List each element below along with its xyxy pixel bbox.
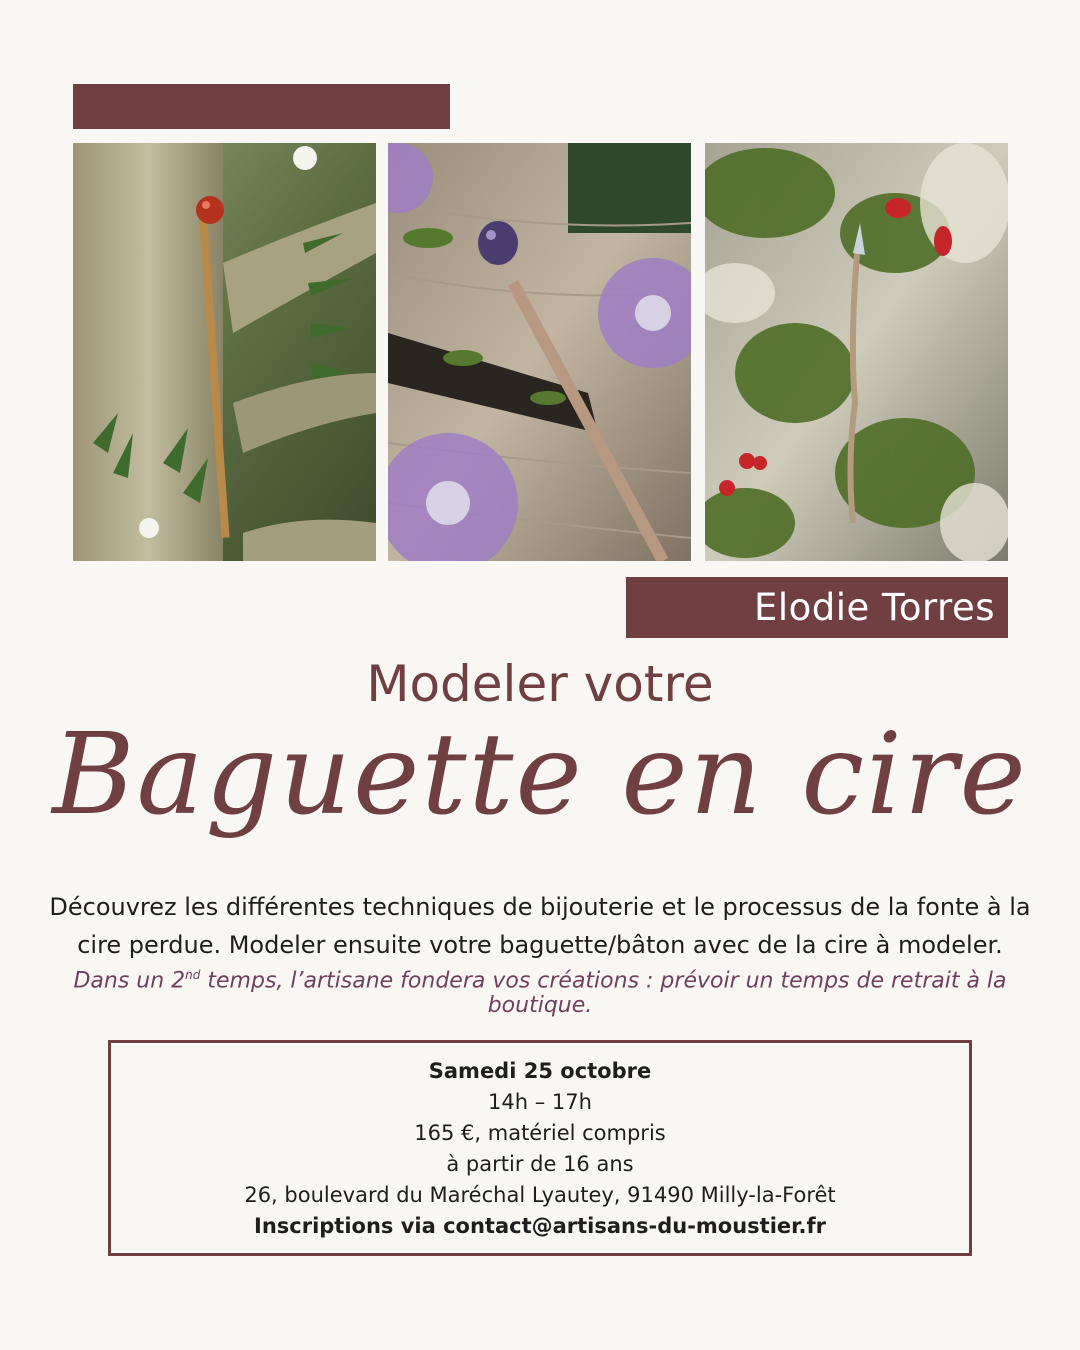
photo-wand-tree xyxy=(73,143,376,561)
title-line-1: Modeler votre xyxy=(366,655,714,713)
photo-wand-wood-flowers xyxy=(388,143,691,561)
photo-wand-mossy-rock xyxy=(705,143,1008,561)
author-name: Elodie Torres xyxy=(753,586,995,629)
title-line-2: Baguette en cire xyxy=(52,710,1028,840)
event-time: 14h – 17h xyxy=(488,1090,592,1114)
event-price: 165 €, matériel compris xyxy=(414,1121,666,1145)
decorative-top-bar xyxy=(73,84,450,129)
event-info-box xyxy=(108,1040,972,1256)
workshop-description: Découvrez les différentes techniques de bijouterie et le processus de la fonte à la cire perdue. Modeler ensuite votre baguette/bâton avec de la cire à modeler. xyxy=(49,893,1031,959)
author-banner xyxy=(626,577,1008,638)
event-registration: Inscriptions via contact@artisans-du-moustier.fr xyxy=(254,1214,826,1238)
retrieval-note: Dans un 2nd temps, l’artisane fondera vos créations : prévoir un temps de retrait à la boutique. xyxy=(73,968,1007,1019)
event-date: Samedi 25 octobre xyxy=(428,1059,652,1083)
event-age: à partir de 16 ans xyxy=(446,1152,634,1176)
event-address: 26, boulevard du Maréchal Lyautey, 91490 Milly-la-Forêt xyxy=(244,1183,836,1207)
